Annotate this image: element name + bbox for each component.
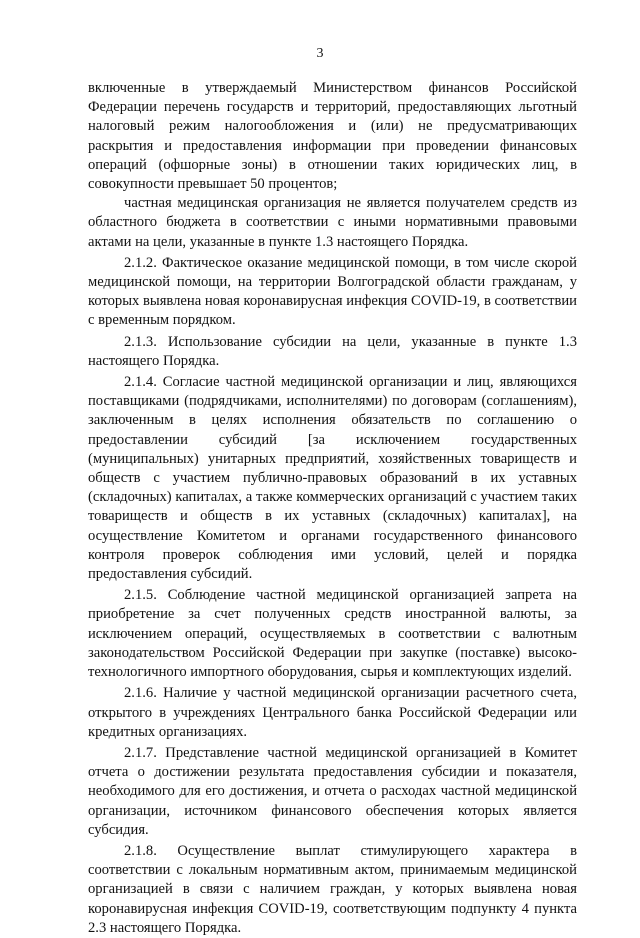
paragraph-continuation: включенные в утверждаемый Министерством финансов Российской Федерации перечень государств и территорий, предоставляющих льготный налоговый режим налогообложения и (или) не предусматривающих раскрытия и предоставления информации при проведении финансовых операций (офшорные зоны) в отношении таких юридических лиц, в совокупности превышает 50 процентов;	[88, 80, 577, 193]
paragraph-2-1-6: 2.1.6. Наличие у частной медицинской организации расчетного счета, открытого в учреждениях Центрального банка Российской Федерации или кредитных организациях.	[88, 685, 577, 740]
paragraph-2-1-2: 2.1.2. Фактическое оказание медицинской помощи, в том числе скорой медицинской помощи, на территории Волгоградской области гражданам, у которых выявлена новая коронавирусная инфекция COVID-19, в соответствии с временным порядком.	[88, 254, 577, 329]
paragraph-2-1-7: 2.1.7. Представление частной медицинской организацией в Комитет отчета о достижении результата предоставления субсидии и показателя, необходимого для его достижения, и отчета о расходах частной медицинской организации, источником финансового обеспечения которых является субсидия.	[88, 744, 577, 838]
paragraph-condition: частная медицинская организация не является получателем средств из областного бюджета в соответствии с иными нормативными правовыми актами на цели, указанные в пункте 1.3 настоящего Порядка.	[88, 195, 577, 250]
paragraph-2-1-8: 2.1.8. Осуществление выплат стимулирующего характера в соответствии с локальным нормативным актом, принимаемым медицинской организацией в связи с наличием граждан, у которых выявлена новая коронавирусная инфекция COVID-19, соответствующим подпункту 4 пункта 2.3 настоящего Порядка.	[88, 842, 577, 936]
paragraph-2-1-4: 2.1.4. Согласие частной медицинской организации и лиц, являющихся поставщиками (подрядчиками, исполнителями) по договорам (соглашениям), заключенным в целях исполнения обязательств по соглашению о предоставлении субсидий [за исключением государственных (муниципальных) унитарных предприятий, хозяйственных товариществ и обществ с участием публично-правовых образований в их уставных (складочных) капиталах, а также коммерческих организаций с участием таких товариществ и обществ в их уставных (складочных) капиталах], на осуществление Комитетом и органами государственного финансового контроля проверок соблюдения ими условий, целей и порядка предоставления субсидий.	[88, 374, 577, 583]
paragraph-2-1-3: 2.1.3. Использование субсидии на цели, указанные в пункте 1.3 настоящего Порядка.	[88, 333, 577, 369]
paragraph-2-1-5: 2.1.5. Соблюдение частной медицинской организацией запрета на приобретение за счет полученных средств иностранной валюты, за исключением операций, осуществляемых в соответствии с валютным законодательством Российской Федерации при закупке (поставке) высокотехнологичного импортного оборудования, сырья и комплектующих изделий.	[88, 587, 577, 681]
page-number: 3	[316, 46, 324, 61]
document-body	[88, 79, 577, 938]
